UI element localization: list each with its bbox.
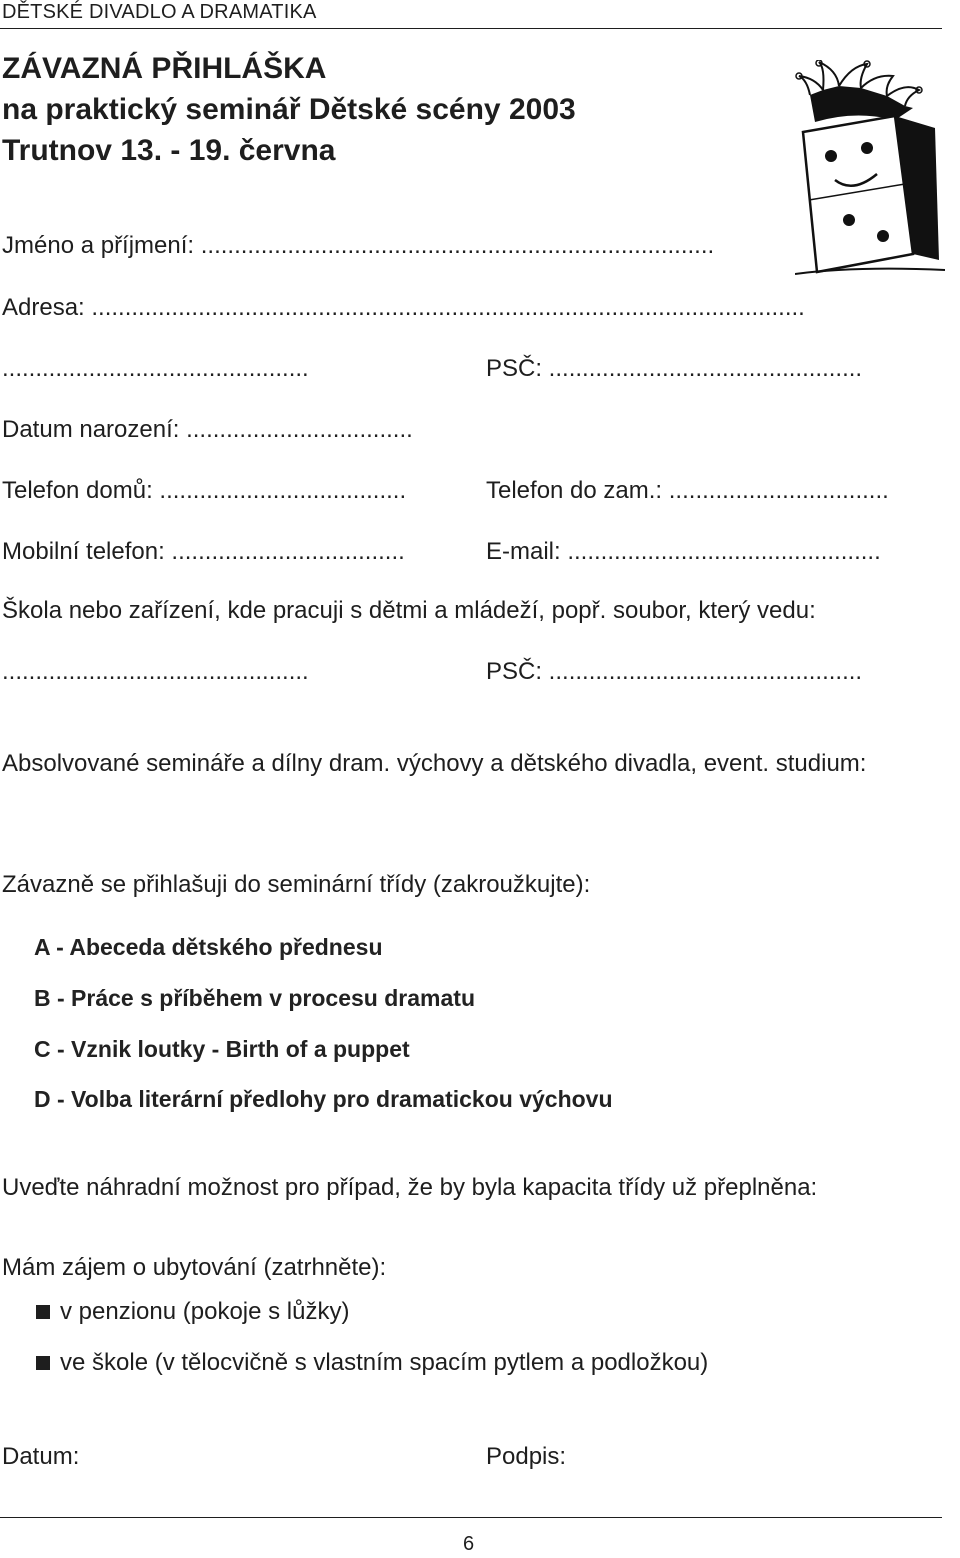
jester-domino-icon [795,60,945,280]
email-field[interactable]: E-mail: ............................................... [486,538,881,565]
page-number: 6 [463,1533,475,1555]
class-option-c[interactable]: C - Vznik loutky - Birth of a puppet [34,1036,410,1062]
lodging-option-pension[interactable] [36,1298,349,1326]
home-phone-field[interactable]: Telefon domů: ..................................... [2,477,407,504]
class-option-a[interactable]: A - Abeceda dětského přednesu [34,934,383,960]
class-selection-prompt: Závazně se přihlašuji do seminární třídy (zakroužkujte): [2,871,591,898]
class-option-d[interactable]: D - Volba literární předlohy pro dramatickou výchovu [34,1086,613,1112]
school-postal-code-field[interactable]: PSČ: ............................................... [486,658,863,685]
work-phone-field[interactable]: Telefon do zam.: ................................. [486,477,889,504]
lodging-option-label: ve škole (v tělocvičně s vlastním spacím pytlem a podložkou) [60,1349,709,1376]
address-continuation-field[interactable]: .............................................. [2,355,309,382]
school-label: Škola nebo zařízení, kde pracuji s dětmi a mládeží, popř. soubor, který vedu: [2,597,816,624]
date-field[interactable]: Datum: [2,1443,80,1470]
form-title: ZÁVAZNÁ PŘIHLÁŠKA [2,52,327,85]
header-rule [0,28,942,29]
address-field[interactable]: Adresa: ........................................................................................................... [2,294,805,321]
lodging-option-school[interactable] [36,1349,708,1377]
alternative-choice-label: Uveďte náhradní možnost pro případ, že by byla kapacita třídy už přeplněna: [2,1174,818,1201]
name-field[interactable]: Jméno a příjmení: ............................................................................. [2,232,715,259]
date-of-birth-field[interactable]: Datum narození: .................................. [2,416,413,443]
lodging-option-label: v penzionu (pokoje s lůžky) [60,1298,350,1325]
form-subtitle: na praktický seminář Dětské scény 2003 [2,93,576,126]
signature-field[interactable]: Podpis: [486,1443,567,1470]
checkbox-icon[interactable] [36,1356,50,1370]
footer-rule [0,1517,942,1518]
mobile-phone-field[interactable]: Mobilní telefon: ................................... [2,538,405,565]
lodging-prompt: Mám zájem o ubytování (zatrhněte): [2,1254,387,1281]
running-head: DĚTSKÉ DIVADLO A DRAMATIKA [2,1,317,23]
courses-label: Absolvované semináře a dílny dram. výchovy a dětského divadla, event. studium: [2,750,867,777]
checkbox-icon[interactable] [36,1305,50,1319]
form-place-date: Trutnov 13. - 19. června [2,134,336,167]
class-option-b[interactable]: B - Práce s příběhem v procesu dramatu [34,985,475,1011]
school-field[interactable]: .............................................. [2,658,309,685]
postal-code-field[interactable]: PSČ: ............................................... [486,355,863,382]
